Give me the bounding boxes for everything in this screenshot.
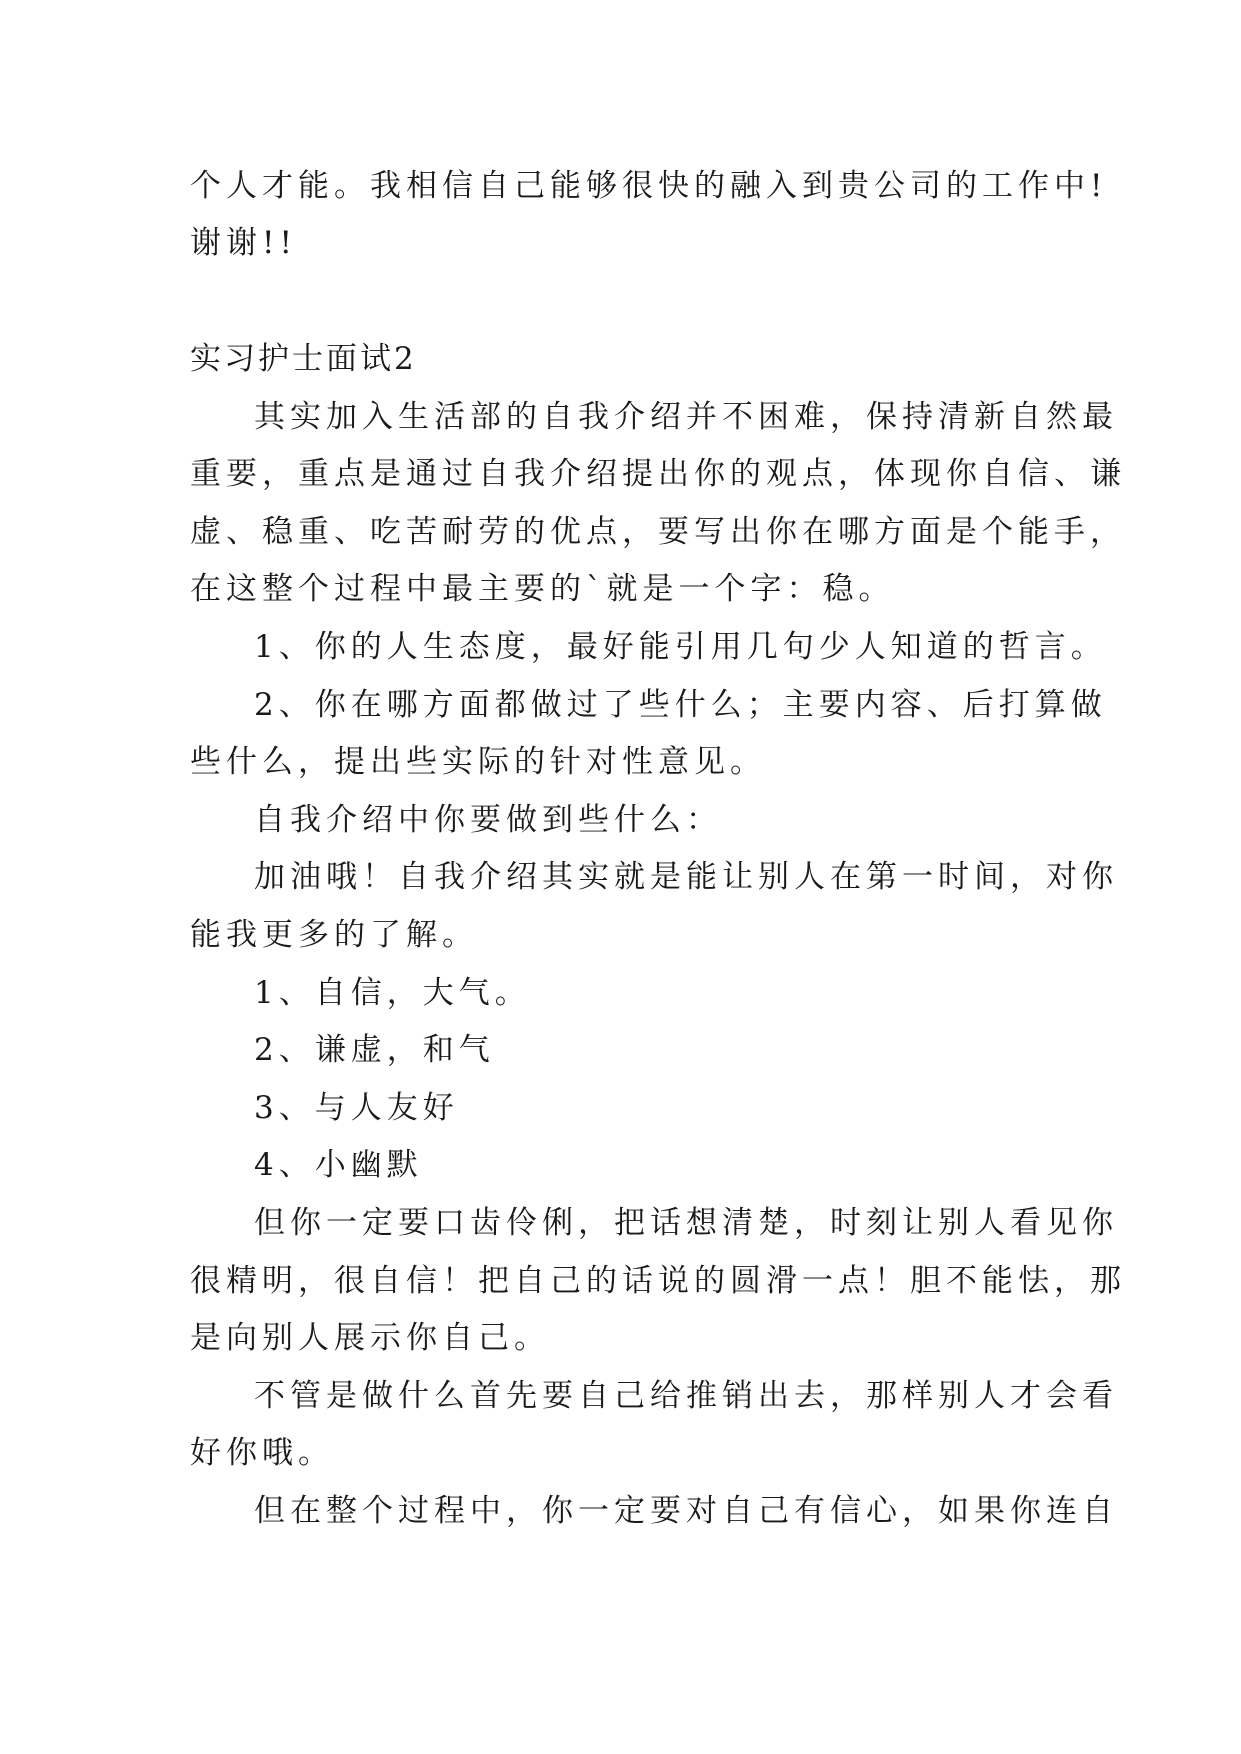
text-line: 不管是做什么首先要自己给推销出去，那样别人才会看 [254,1378,1118,1414]
text-line: 能我更多的了解。 [190,917,478,953]
text-line: 自我介绍中你要做到些什么： [254,802,722,838]
section-title: 实习护士面试2 [190,341,417,377]
list-item: 1、自信，大气。 [254,975,531,1011]
list-item: 2、谦虚，和气 [254,1032,495,1068]
list-item: 4、小幽默 [254,1147,423,1183]
text-line: 重要，重点是通过自我介绍提出你的观点，体现你自信、谦 [190,456,1126,492]
text-line: 加油哦！自我介绍其实就是能让别人在第一时间，对你 [254,859,1118,895]
text-line: 其实加入生活部的自我介绍并不困难，保持清新自然最 [254,399,1118,435]
text-line: 但你一定要口齿伶俐，把话想清楚，时刻让别人看见你 [254,1205,1118,1241]
text-line: 在这整个过程中最主要的`就是一个字：稳。 [190,571,895,607]
text-line: 是向别人展示你自己。 [190,1320,550,1356]
text-line: 些什么，提出些实际的针对性意见。 [190,744,766,780]
text-line: 但在整个过程中，你一定要对自己有信心，如果你连自 [254,1493,1118,1529]
text-line: 很精明，很自信！把自己的话说的圆滑一点！胆不能怯，那 [190,1263,1126,1299]
text-line: 2、你在哪方面都做过了些什么；主要内容、后打算做 [254,687,1107,723]
text-line: 1、你的人生态度，最好能引用几句少人知道的哲言。 [254,629,1107,665]
text-line: 好你哦。 [190,1435,334,1471]
list-item: 3、与人友好 [254,1090,459,1126]
text-line: 谢谢!! [190,225,297,261]
text-line: 个人才能。我相信自己能够很快的融入到贵公司的工作中! [190,168,1108,204]
text-line: 虚、稳重、吃苦耐劳的优点，要写出你在哪方面是个能手， [190,514,1126,550]
